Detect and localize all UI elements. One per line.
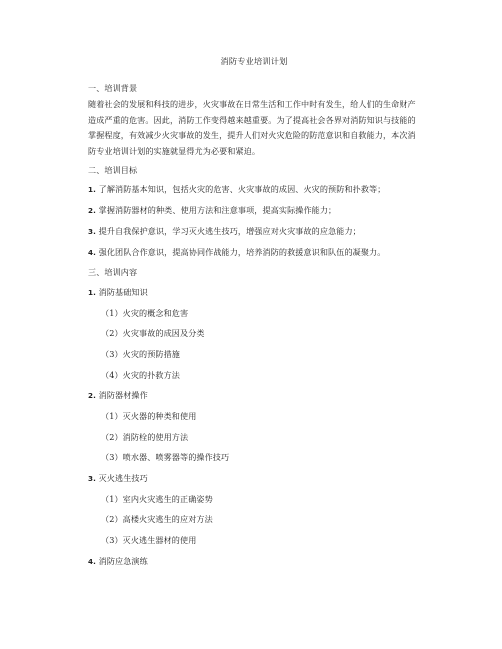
goal-number-3: 3. xyxy=(88,227,96,236)
goal-text-3: 提升自我保护意识，学习灭火逃生技巧，增强应对火灾事故的应急能力； xyxy=(98,226,361,236)
content-group-text-1: 消防基础知识 xyxy=(98,287,148,297)
content-group-text-3: 灭火逃生技巧 xyxy=(98,473,148,483)
content-subitem-2-1: （1）灭火器的种类和使用 xyxy=(101,411,197,421)
goal-item-2 xyxy=(88,204,336,217)
goal-item-4 xyxy=(88,246,385,259)
content-group-title-2 xyxy=(88,389,148,402)
goal-item-3 xyxy=(88,225,361,238)
content-subitem-3-2: （2）高楼火灾逃生的应对方法 xyxy=(101,514,213,524)
goal-number-2: 2. xyxy=(88,206,96,215)
content-group-text-2: 消防器材操作 xyxy=(98,390,148,400)
background-paragraph: 随着社会的发展和科技的进步，火灾事故在日常生活和工作中时有发生，给人们的生命财产造成严重的危害。因此，消防工作变得越来越重要。为了提高社会各界对消防知识与技能的掌握程度，有效减少火灾事故的发生，提升人们对火灾危险的防范意识和自救能力，本次消防专业培训计划的实施就显得尤为必要和紧迫。 xyxy=(88,99,416,156)
content-group-number-4: 4. xyxy=(88,557,96,566)
goal-number-4: 4. xyxy=(88,248,96,257)
content-subitem-2-2: （2）消防栓的使用方法 xyxy=(101,432,189,442)
content-subitem-1-2: （2）火灾事故的成因及分类 xyxy=(101,328,205,338)
content-group-text-4: 消防应急演练 xyxy=(98,556,148,566)
goal-item-1 xyxy=(88,183,385,196)
content-subitem-2-3: （3）喷水器、喷雾器等的操作技巧 xyxy=(101,452,230,462)
section-heading-contents: 三、培训内容 xyxy=(88,267,138,277)
content-subitem-1-3: （3）火灾的预防措施 xyxy=(101,349,180,359)
content-group-number-1: 1. xyxy=(88,288,96,297)
goal-text-2: 掌握消防器材的种类、使用方法和注意事项，提高实际操作能力； xyxy=(98,205,337,215)
content-subitem-1-1: （1）火灾的概念和危害 xyxy=(101,308,189,318)
document-title: 消防专业培训计划 xyxy=(220,56,288,66)
content-subitem-3-3: （3）灭火逃生器材的使用 xyxy=(101,535,197,545)
content-group-title-3 xyxy=(88,472,148,485)
content-group-number-3: 3. xyxy=(88,474,96,483)
goal-text-1: 了解消防基本知识，包括火灾的危害、火灾事故的成因、火灾的预防和扑救等； xyxy=(98,184,386,194)
section-heading-goals: 二、培训目标 xyxy=(88,165,138,175)
content-subitem-1-4: （4）火灾的扑救方法 xyxy=(101,370,180,380)
goal-text-4: 强化团队合作意识，提高协同作战能力，培养消防的救援意识和队伍的凝聚力。 xyxy=(98,247,386,257)
content-group-title-4 xyxy=(88,555,148,568)
section-heading-background: 一、培训背景 xyxy=(88,83,138,93)
content-group-number-2: 2. xyxy=(88,391,96,400)
content-group-title-1 xyxy=(88,286,148,299)
content-subitem-3-1: （1）室内火灾逃生的正确姿势 xyxy=(101,494,213,504)
goal-number-1: 1. xyxy=(88,185,96,194)
